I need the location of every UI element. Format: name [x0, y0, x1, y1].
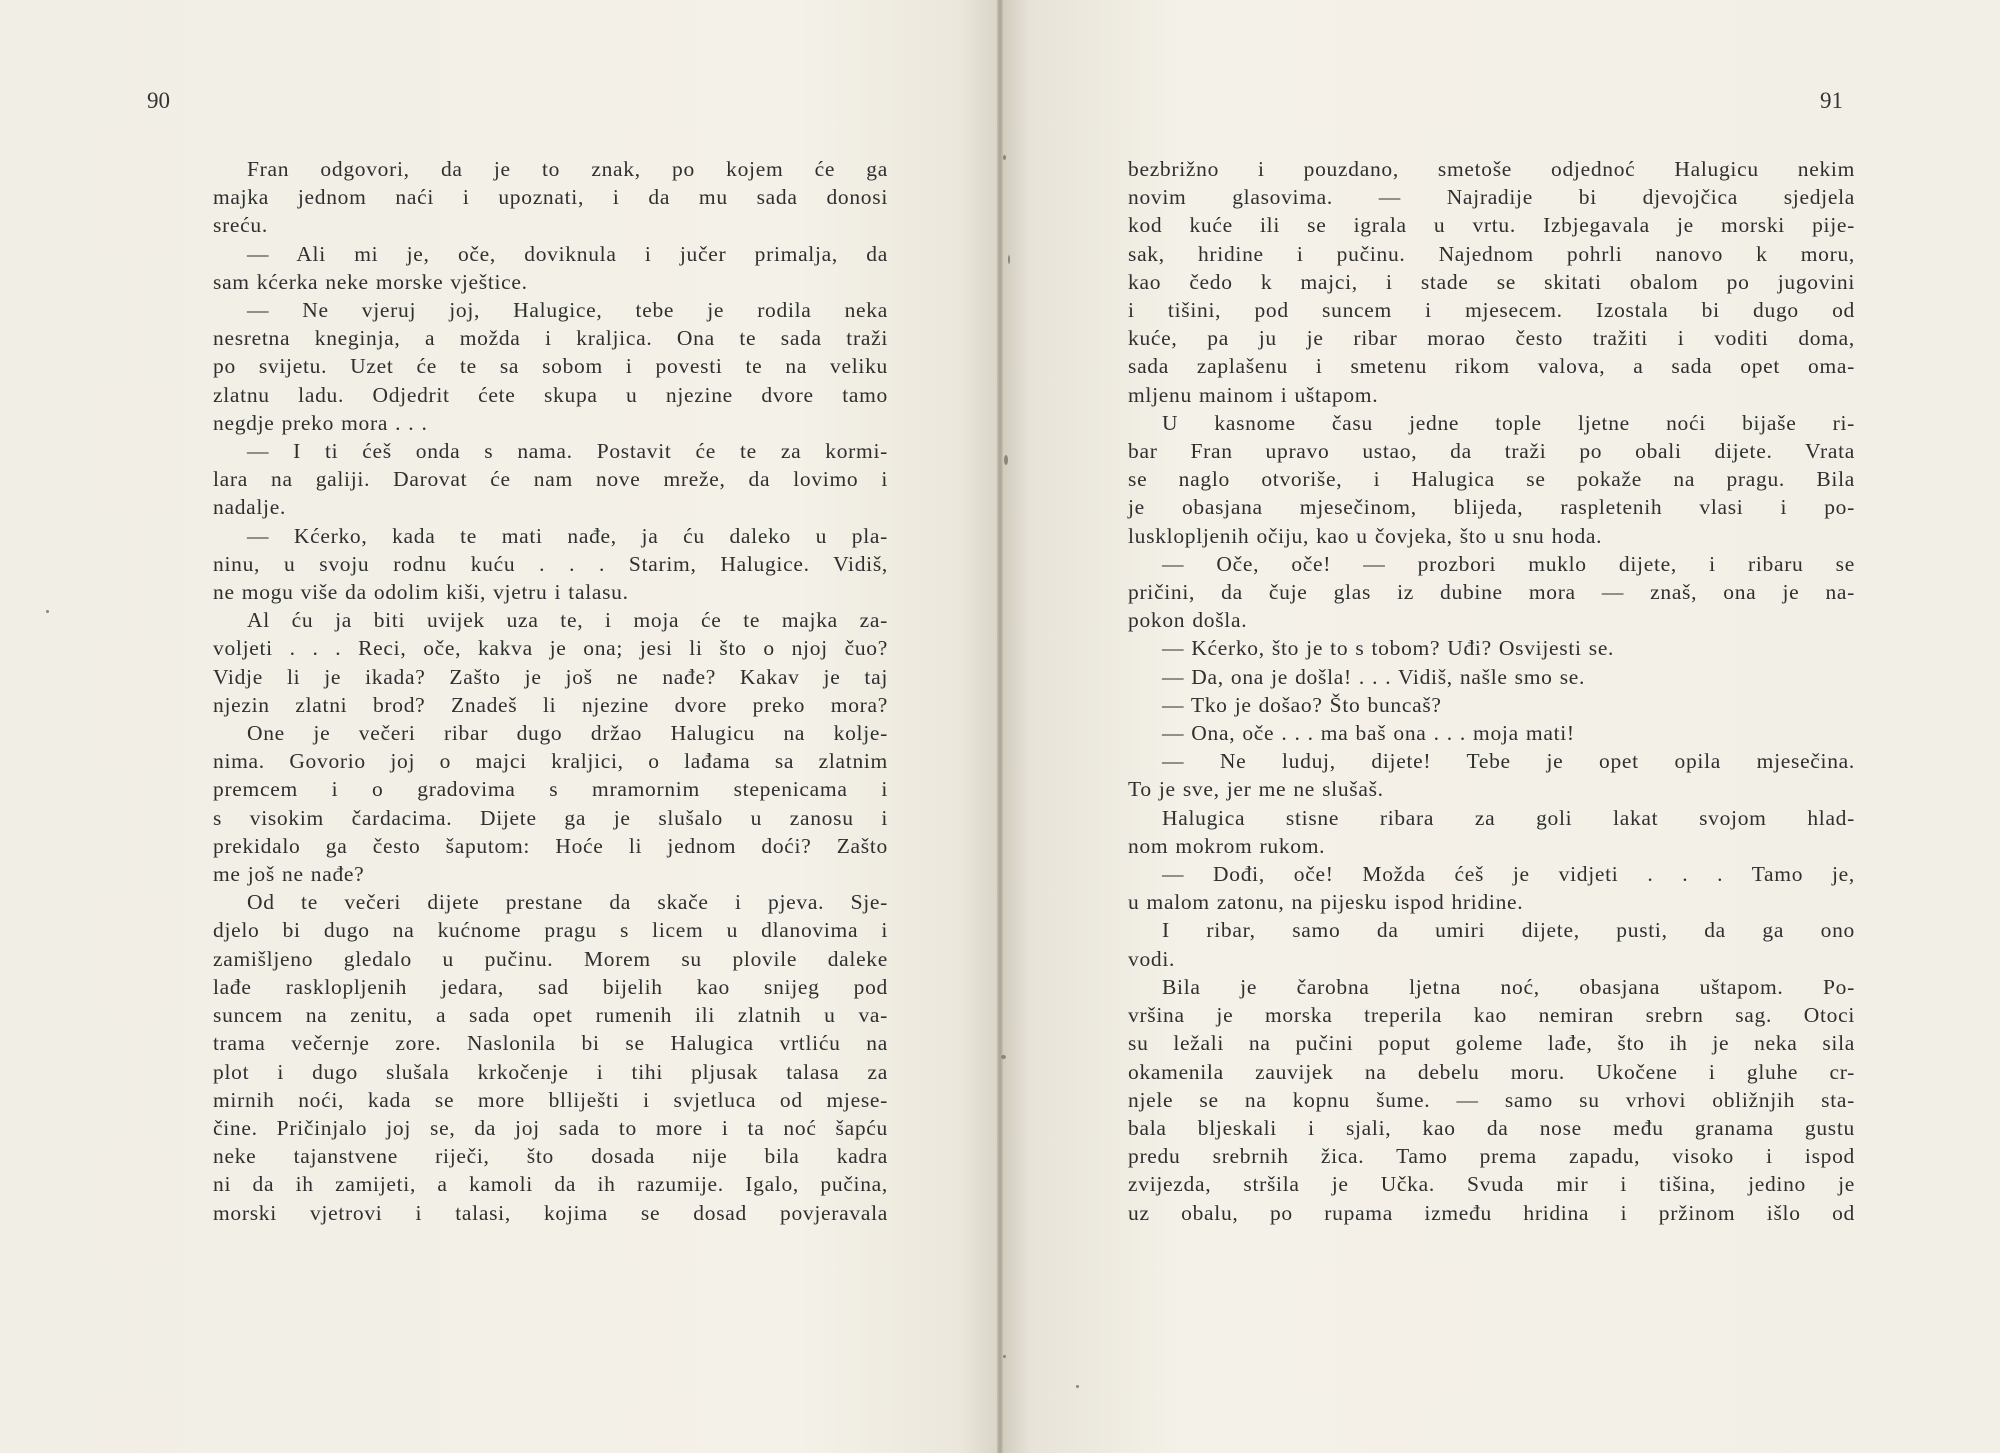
text-line: Al ću ja biti uvijek uza te, i moja će te majka za-: [247, 608, 888, 633]
paper-speck: [1003, 155, 1006, 160]
text-line: — Ali mi je, oče, doviknula i jučer primalja, da: [247, 241, 888, 266]
right-page: [1000, 0, 2000, 1453]
text-line: bar Fran upravo ustao, da traži po obali dijete. Vrata: [1128, 439, 1855, 464]
paper-speck: [1076, 1385, 1079, 1388]
text-line: novim glasovima. — Najradije bi djevojčica sjedjela: [1128, 185, 1855, 210]
text-line: vodi.: [1128, 946, 1176, 971]
text-line: nima. Govorio joj o majci kraljici, o lađama sa zlatnim: [213, 749, 888, 774]
text-line: lusklopljenih očiju, kao u čovjeka, što u snu hoda.: [1128, 523, 1603, 548]
text-line: One je večeri ribar dugo držao Halugicu na kolje-: [247, 721, 888, 746]
text-line: U kasnome času jedne tople ljetne noći bijaše ri-: [1162, 410, 1855, 435]
text-line: — Dođi, oče! Možda ćeš je vidjeti . . . Tamo je,: [1162, 862, 1855, 887]
text-line: vršina je morska treperila kao nemiran srebrn sag. Otoci: [1128, 1003, 1855, 1028]
text-line: njele se na kopnu šume. — samo su vrhovi obližnjih sta-: [1128, 1087, 1855, 1112]
text-line: plot i dugo slušala krkočenje i tihi pljusak talasa za: [213, 1059, 888, 1084]
text-line: negdje preko mora . . .: [213, 410, 428, 435]
text-line: i tišini, pod suncem i mjesecem. Izostala bi dugo od: [1128, 298, 1855, 323]
page-text: [213, 155, 888, 1227]
text-line: nom mokrom rukom.: [1128, 833, 1326, 858]
text-line: majka jednom naći i upoznati, i da mu sada donosi: [213, 185, 888, 210]
text-line: — Kćerko, što je to s tobom? Uđi? Osvijesti se.: [1162, 636, 1615, 661]
text-line: — Ne luduj, dijete! Tebe je opet opila mjesečina.: [1162, 749, 1855, 774]
text-line: sak, hridine i pučinu. Najednom pohrli nanovo k moru,: [1128, 241, 1855, 266]
text-line: premcem i o gradovima s mramornim stepenicama i: [213, 777, 888, 802]
text-line: njezin zlatni brod? Znadeš li njezine dvore preko mora?: [213, 692, 888, 717]
page-number: 91: [1820, 88, 1843, 113]
text-line: ne mogu više da odolim kiši, vjetru i talasu.: [213, 580, 629, 605]
text-line: okamenila zauvijek na debelu moru. Ukočene i gluhe cr-: [1128, 1059, 1855, 1084]
text-line: uz obalu, po rupama između hridina i pržinom išlo od: [1128, 1200, 1855, 1225]
text-line: mljenu mainom i uštapom.: [1128, 382, 1379, 407]
book-gutter: [997, 0, 1003, 1453]
paper-speck: [46, 610, 49, 613]
text-line: trama večernje zore. Naslonila bi se Halugica vrtliću na: [213, 1031, 888, 1056]
text-line: Fran odgovori, da je to znak, po kojem će ga: [247, 157, 888, 181]
text-line: zvijezda, stršila je Učka. Svuda mir i tišina, jedino je: [1128, 1172, 1855, 1197]
text-line: I ribar, samo da umiri dijete, pusti, da ga ono: [1162, 918, 1855, 943]
text-line: neke tajanstvene riječi, što dosada nije bila kadra: [213, 1144, 888, 1169]
text-line: bala bljeskali i sjali, kao da nose među granama gustu: [1128, 1115, 1855, 1140]
text-line: se naglo otvoriše, i Halugica se pokaže na pragu. Bila: [1128, 467, 1855, 492]
text-line: suncem na zenitu, a sada opet rumenih ili zlatnih u va-: [213, 1003, 888, 1028]
paper-speck: [1003, 1355, 1006, 1358]
text-line: pričini, da čuje glas iz dubine mora — znaš, ona je na-: [1128, 580, 1855, 605]
text-line: zlatnu ladu. Odjedrit ćete skupa u njezine dvore tamo: [213, 382, 888, 407]
text-line: — Ona, oče . . . ma baš ona . . . moja mati!: [1162, 721, 1575, 746]
text-line: po svijetu. Uzet će te sa sobom i povesti te na veliku: [213, 354, 888, 379]
text-line: — Tko je došao? Što buncaš?: [1162, 692, 1442, 717]
text-line: — I ti ćeš onda s nama. Postavit će te za kormi-: [247, 439, 888, 464]
text-line: Halugica stisne ribara za goli lakat svojom hlad-: [1162, 805, 1855, 830]
text-line: morski vjetrovi i talasi, kojima se dosad povjeravala: [213, 1200, 888, 1225]
text-line: mirnih noći, kada se more blliješti i svjetluca od mjese-: [213, 1087, 888, 1112]
text-line: me još ne nađe?: [213, 862, 365, 887]
text-line: zamišljeno gledalo u pučinu. Morem su plovile daleke: [213, 946, 888, 971]
text-line: bezbrižno i pouzdano, smetoše odjednoć Halugicu nekim: [1128, 157, 1855, 181]
text-line: ni da ih zamijeti, a kamoli da ih razumije. Igalo, pučina,: [213, 1172, 888, 1197]
text-line: — Oče, oče! — prozbori muklo dijete, i ribaru se: [1162, 551, 1855, 576]
text-line: s visokim čardacima. Dijete ga je slušalo u zanosu i: [213, 805, 888, 830]
paper-speck: [1001, 1055, 1006, 1059]
text-line: — Kćerko, kada te mati nađe, ja ću daleko u pla-: [247, 523, 888, 548]
text-line: To je sve, jer me ne slušaš.: [1128, 777, 1384, 802]
text-line: nesretna kneginja, a možda i kraljica. Ona te sada traži: [213, 326, 888, 351]
text-line: voljeti . . . Reci, oče, kakva je ona; jesi li što o njoj čuo?: [213, 636, 888, 661]
text-line: lara na galiji. Darovat će nam nove mreže, da lovimo i: [213, 467, 888, 492]
text-line: — Da, ona je došla! . . . Vidiš, našle smo se.: [1162, 664, 1586, 689]
text-line: kuće, pa ju je ribar morao često tražiti i voditi doma,: [1128, 326, 1855, 351]
page-number: 90: [147, 88, 170, 113]
text-line: pokon došla.: [1128, 608, 1248, 633]
text-line: Od te večeri dijete prestane da skače i pjeva. Sje-: [247, 890, 888, 915]
text-line: sreću.: [213, 213, 268, 238]
text-line: kod kuće ili se igrala u vrtu. Izbjegavala je morski pije-: [1128, 213, 1855, 238]
text-line: kao čedo k majci, i stade se skitati obalom po jugovini: [1128, 269, 1855, 294]
text-line: Bila je čarobna ljetna noć, obasjana uštapom. Po-: [1162, 974, 1855, 999]
text-line: su ležali na pučini poput goleme lađe, što ih je neka sila: [1128, 1031, 1855, 1056]
text-line: prekidalo ga često šaputom: Hoće li jednom doći? Zašto: [213, 833, 888, 858]
text-line: ninu, u svoju rodnu kuću . . . Starim, Halugice. Vidiš,: [213, 551, 888, 576]
text-line: čine. Pričinjalo joj se, da joj sada to more i ta noć šapću: [213, 1115, 888, 1140]
text-line: sada zaplašenu i smetenu rikom valova, a sada opet oma-: [1128, 354, 1855, 379]
text-line: lađe rasklopljenih jedara, sad bijelih kao snijeg pod: [213, 974, 888, 999]
paper-speck: [1004, 455, 1008, 465]
text-line: — Ne vjeruj joj, Halugice, tebe je rodila neka: [247, 298, 888, 323]
text-line: djelo bi dugo na kućnome pragu s licem u dlanovima i: [213, 918, 888, 943]
text-line: nadalje.: [213, 495, 287, 520]
text-line: je obasjana mjesečinom, blijeda, raspletenih vlasi i po-: [1128, 495, 1855, 520]
text-line: predu srebrnih žica. Tamo prema zapadu, visoko i ispod: [1128, 1144, 1855, 1169]
text-line: Vidje li je ikada? Zašto je još ne nađe? Kakav je taj: [213, 664, 888, 689]
text-line: sam kćerka neke morske vještice.: [213, 269, 528, 294]
paper-speck: [1008, 255, 1010, 264]
text-line: u malom zatonu, na pijesku ispod hridine.: [1128, 890, 1524, 915]
page-text: [1128, 155, 1855, 1227]
